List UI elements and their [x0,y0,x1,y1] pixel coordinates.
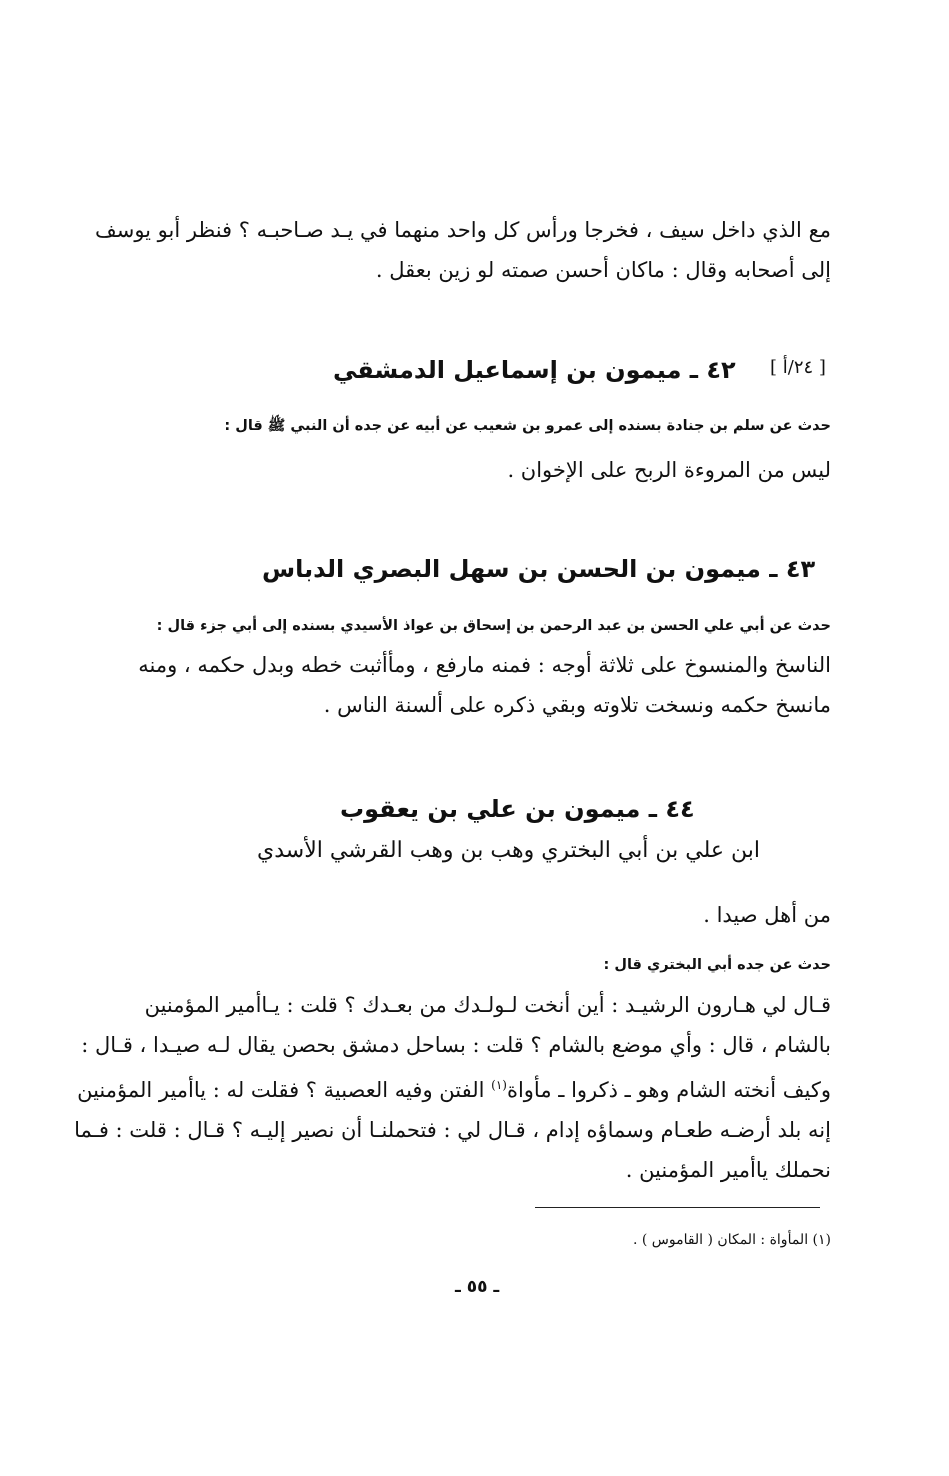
entry-44-heading: ٤٤ ـ ميمون بن علي بن يعقوب [340,795,695,823]
entry-44-line-2: بالشام ، قال : وأي موضع بالشام ؟ قلت : بساحل دمشق بحصن يقال لـه صيـدا ، قـال : [81,1033,831,1057]
entry-42-sanad: حدث عن سلم بن جنادة بسنده إلى عمرو بن شعيب عن أبيه عن جده أن النبي ﷺ قال : [224,418,831,434]
entry-43-line-1: الناسخ والمنسوخ على ثلاثة أوجه : فمنه مارفع ، ومأأثبت خطه وبدل حكمه ، ومنه [138,653,831,677]
intro-paragraph [94,210,831,290]
intro-line-1: مع الذي داخل سيف ، فخرجا ورأس كل واحد منهما في يـد صـاحبـه ؟ فنظر أبو يوسف [94,218,831,242]
entry-42-text [116,450,831,490]
footnote: (١) المأواة : المكان ( القاموس ) . [632,1232,831,1248]
entry-44-line-1: قـال لي هـارون الرشيـد : أين أنخت لـولـدك من بعـدك ؟ قلت : يـاأمير المؤمنين [144,993,831,1017]
entry-44-sanad: حدث عن جده أبي البختري قال : [603,957,831,973]
footnote-separator [535,1207,820,1208]
entry-44-line-3b: الفتن وفيه العصبية ؟ فقلت له : ياأمير المؤمنين [77,1078,485,1102]
page-number: ـ ٥٥ ـ [455,1277,500,1297]
entry-42-heading: ٤٢ ـ ميمون بن إسماعيل الدمشقي [333,356,736,384]
entry-43-text [116,645,831,725]
intro-line-2: إلى أصحابه وقال : ماكان أحسن صمته لو زين بعقل . [375,258,831,282]
manuscript-folio-ref: [ ٢٤/أ ] [770,357,826,378]
entry-43-line-2: مانسخ حكمه ونسخت تلاوته وبقي ذكره على ألسنة الناس . [323,693,831,717]
entry-44-line-5: نحملك ياأمير المؤمنين . [625,1158,831,1182]
entry-44-text [74,985,831,1190]
entry-43-heading: ٤٣ ـ ميمون بن الحسن بن سهل البصري الدباس [262,555,816,583]
entry-43-sanad: حدث عن أبي علي الحسن بن عبد الرحمن بن إسحاق بن عواذ الأسيدي بسنده إلى أبي جزء قال : [156,618,831,634]
entry-44-line-3 [77,1065,831,1110]
footnote-marker: (١) [491,1078,507,1092]
entry-44-line-3a: وكيف أنخته الشام وهو ـ ذكروا ـ مأواة [506,1078,831,1102]
entry-44-origin [116,895,831,935]
entry-44-subheading: ابن علي بن أبي البختري وهب بن وهب القرشي الأسدي [257,838,761,863]
entry-42-line-1: ليس من المروءة الربح على الإخوان . [507,458,831,482]
entry-44-origin-line: من أهل صيدا . [703,903,831,927]
entry-44-line-4: إنه بلد أرضـه طعـام وسماؤه إدام ، قـال لي : فتحملنـا أن نصير إليـه ؟ قـال : قلت : فـما [74,1118,831,1142]
